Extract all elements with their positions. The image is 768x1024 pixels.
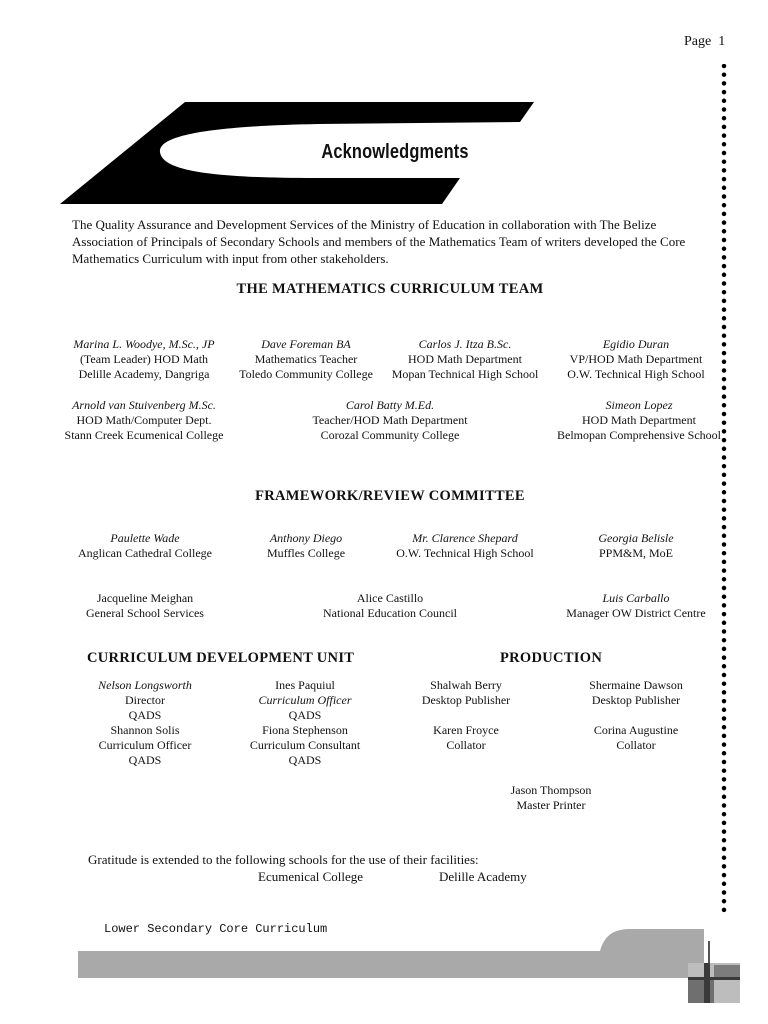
team-member: Arnold van Stuivenberg M.Sc. HOD Math/Computer Dept. Stann Creek Ecumenical College [64, 398, 224, 442]
cdu-column-1: Nelson Longsworth Director QADS Shannon Solis Curriculum Officer QADS [98, 678, 192, 767]
page-label: Page [684, 34, 712, 49]
school-name: Ecumenical College [258, 869, 364, 884]
committee-member: Luis Carballo Manager OW District Centre [566, 591, 706, 620]
committee-member: Anthony Diego Muffles College [266, 531, 346, 560]
team-member: Carlos J. Itza B.Sc. HOD Math Department Mopan Technical High School [391, 337, 539, 381]
math-team-heading: THE MATHEMATICS CURRICULUM TEAM [236, 281, 544, 297]
committee-member: Mr. Clarence Shepard O.W. Technical High School [396, 531, 534, 560]
cdu-column-2: Ines Paquiul Curriculum Officer QADS Fiona Stephenson Curriculum Consultant QADS [249, 678, 361, 767]
production-column-2: Shermaine Dawson Desktop Publisher Corina Augustine Collator [589, 678, 683, 752]
committee-member: Paulette Wade Anglican Cathedral College [78, 531, 212, 560]
team-member: Carol Batty M.Ed. Teacher/HOD Math Department Corozal Community College [312, 398, 468, 442]
page-number [684, 34, 725, 50]
dotted-border-decoration [721, 64, 727, 920]
gratitude-text: Gratitude is extended to the following schools for the use of their facilities: [88, 852, 479, 867]
committee-member: Jacqueline Meighan General School Services [86, 591, 204, 620]
production-column-1: Shalwah Berry Desktop Publisher Karen Froyce Collator [421, 678, 511, 752]
team-member: Dave Foreman BA Mathematics Teacher Toledo Community College [239, 337, 373, 381]
committee-member: Alice Castillo National Education Council [323, 591, 457, 620]
page-number-value: 1 [718, 34, 726, 49]
team-member: Egidio Duran VP/HOD Math Department O.W. Technical High School [567, 337, 705, 381]
team-member: Simeon Lopez HOD Math Department Belmopan Comprehensive School [557, 398, 721, 442]
committee-member: Georgia Belisle PPM&M, MoE [598, 531, 674, 560]
school-name: Delille Academy [439, 869, 527, 884]
framework-heading: FRAMEWORK/REVIEW COMMITTEE [255, 488, 525, 504]
footer-label: Lower Secondary Core Curriculum [104, 922, 328, 936]
team-member: Marina L. Woodye, M.Sc., JP (Team Leader) HOD Math Delille Academy, Dangriga [73, 337, 215, 381]
page-title: Acknowledgments [321, 141, 469, 163]
production-printer: Jason Thompson Master Printer [510, 783, 592, 812]
footer-bar-graphic [76, 925, 742, 1005]
cdu-heading: CURRICULUM DEVELOPMENT UNIT [87, 650, 355, 666]
intro-paragraph: The Quality Assurance and Development Services of the Ministry of Education in collaboration with The Belize Association of Principals of Secondary Schools and members of the Mathematics Team of writers developed the Core Mathematics Curriculum with input from other stakeholders. [72, 217, 686, 266]
production-heading: PRODUCTION [500, 650, 603, 666]
